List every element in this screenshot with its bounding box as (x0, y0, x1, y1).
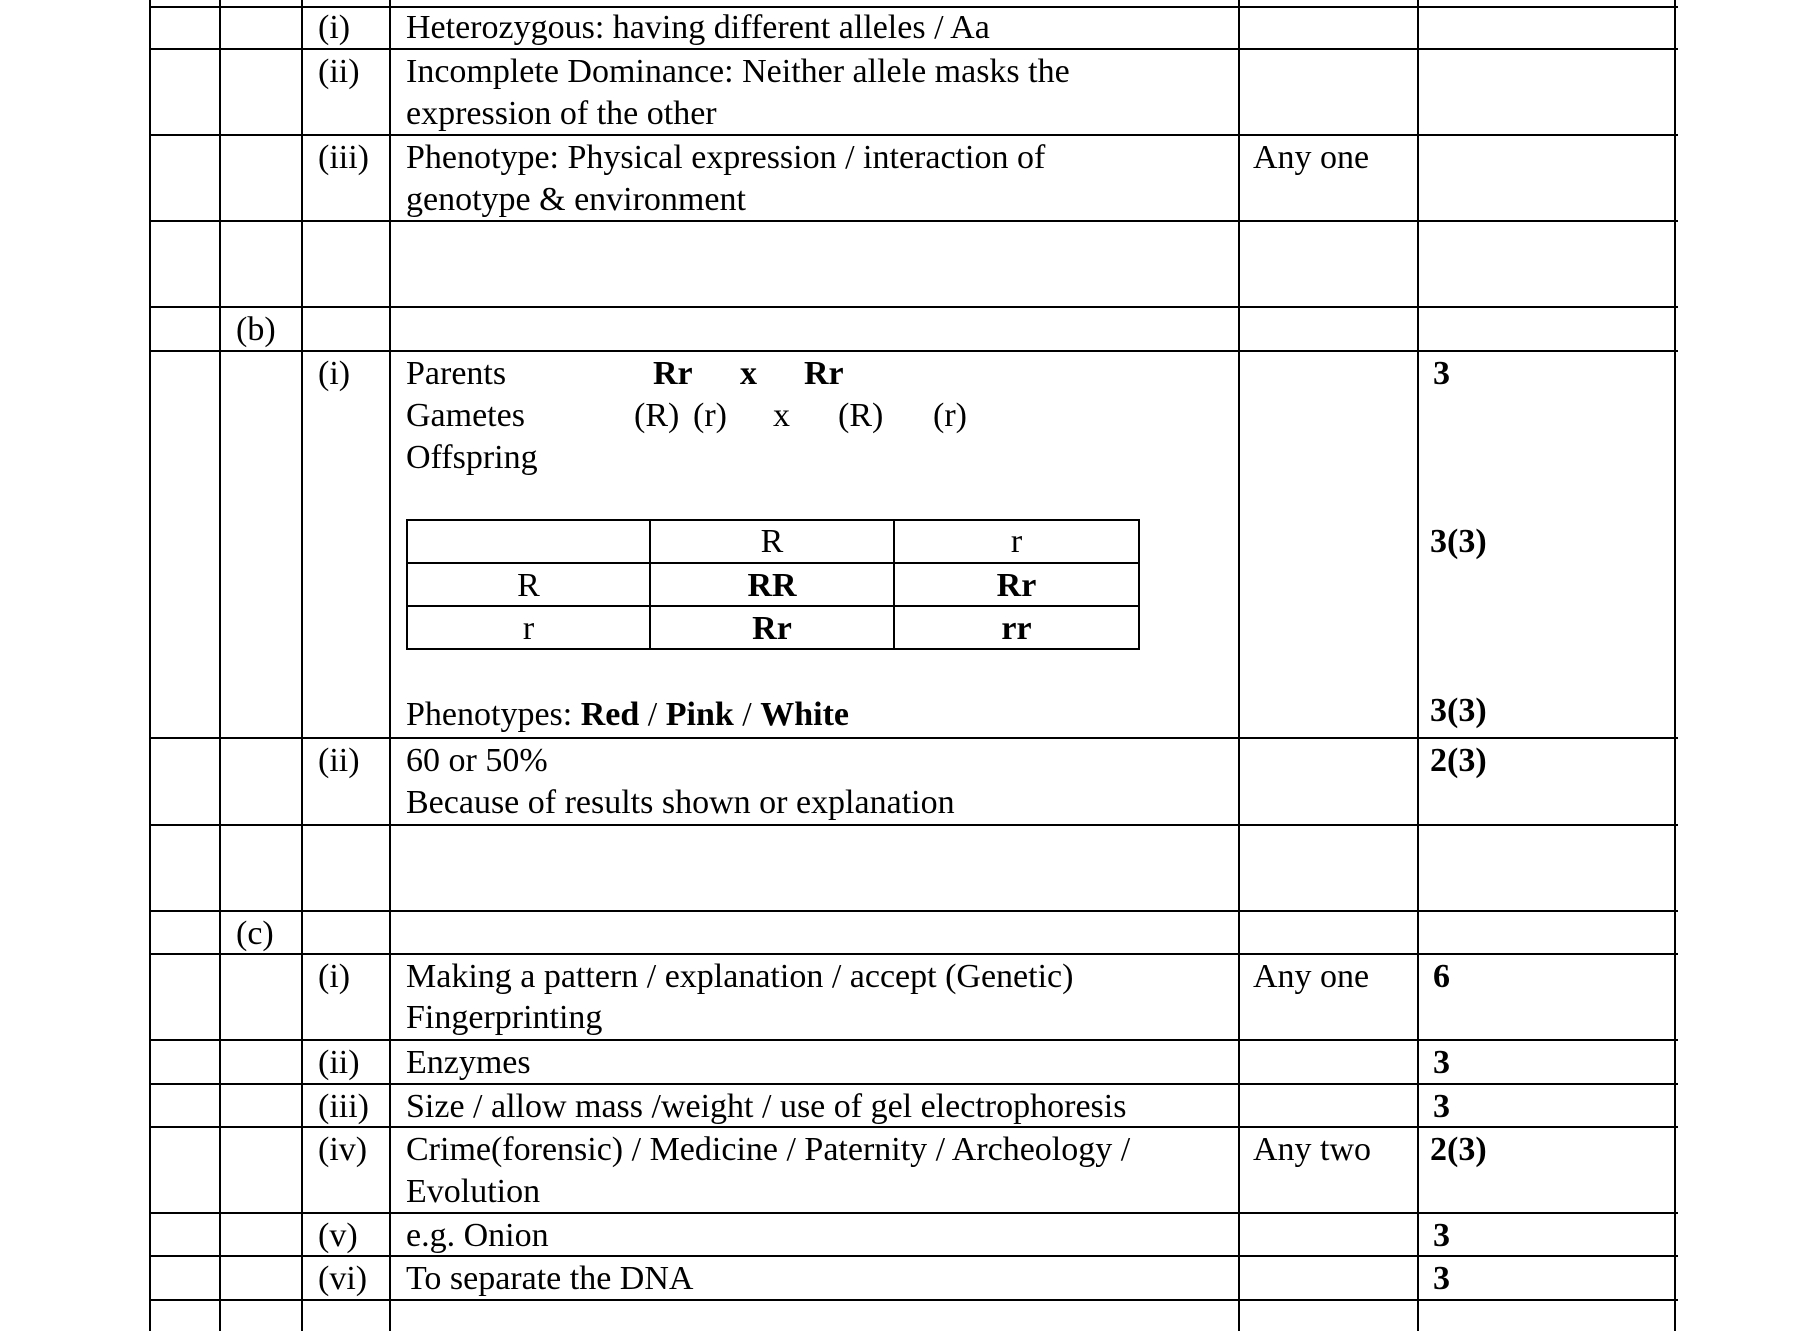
marks-value: 2(3) (1430, 742, 1487, 779)
parent-genotype: Rr (653, 355, 693, 392)
note-text: Any one (1253, 958, 1370, 995)
row-border (150, 220, 1678, 222)
item-number: (iii) (318, 139, 369, 176)
answer-text: Phenotype: Physical expression / interaction of (406, 139, 1046, 176)
row-border (150, 6, 1678, 8)
row-border (150, 350, 1678, 352)
separator: / (639, 696, 666, 733)
row-border (150, 1083, 1678, 1085)
column-border (301, 0, 303, 1331)
gamete: (R) (634, 397, 680, 434)
separator: / (733, 696, 761, 733)
row-border (150, 1255, 1678, 1257)
answer-text: expression of the other (406, 95, 717, 132)
row-border (150, 306, 1678, 308)
parent-genotype: Rr (804, 355, 844, 392)
row-border (150, 910, 1678, 912)
answer-text: Incomplete Dominance: Neither allele masks the (406, 53, 1070, 90)
item-number: (i) (318, 9, 351, 46)
column-border (219, 0, 221, 1331)
marks-value: 3 (1433, 355, 1450, 392)
column-border (1417, 0, 1419, 1331)
punnett-header: R (760, 523, 784, 560)
item-number: (vi) (318, 1260, 368, 1297)
section-label: (c) (236, 915, 274, 952)
punnett-row-label: r (522, 610, 535, 647)
phenotype-red: Red (580, 696, 640, 733)
answer-text: Size / allow mass /weight / use of gel electrophoresis (406, 1088, 1127, 1125)
parents-label: Parents (406, 355, 507, 392)
column-border (389, 0, 391, 1331)
item-number: (i) (318, 958, 351, 995)
gametes-label: Gametes (406, 397, 525, 434)
item-number: (iii) (318, 1088, 369, 1125)
column-border (1238, 0, 1240, 1331)
phenotypes-label: Phenotypes: (406, 696, 581, 733)
phenotype-pink: Pink (665, 696, 734, 733)
item-number: (ii) (318, 1044, 360, 1081)
answer-text: Crime(forensic) / Medicine / Paternity / Archeology / (406, 1131, 1131, 1168)
section-label: (b) (236, 311, 276, 348)
punnett-row-label: R (517, 567, 540, 604)
gamete: (R) (838, 397, 884, 434)
marks-value: 2(3) (1430, 1131, 1487, 1168)
marks-value: 3 (1433, 1044, 1450, 1081)
answer-text: e.g. Onion (406, 1217, 549, 1254)
punnett-cell: rr (1001, 610, 1032, 647)
column-border (149, 0, 151, 1331)
row-border (150, 1212, 1678, 1214)
punnett-cell: Rr (752, 610, 792, 647)
item-number: (v) (318, 1217, 358, 1254)
answer-text: 60 or 50% (406, 742, 548, 779)
punnett-cell: Rr (996, 567, 1037, 604)
row-border (150, 824, 1678, 826)
phenotype-white: White (760, 696, 850, 733)
marks-value: 3(3) (1430, 523, 1487, 560)
note-text: Any two (1253, 1131, 1372, 1168)
marks-value: 3 (1433, 1088, 1450, 1125)
row-border (150, 1126, 1678, 1128)
answer-text: Evolution (406, 1173, 541, 1210)
punnett-square (406, 519, 1138, 650)
cross-symbol: x (773, 397, 790, 434)
marks-value: 3 (1433, 1260, 1450, 1297)
punnett-cell: RR (747, 567, 797, 604)
marks-value: 6 (1433, 958, 1450, 995)
row-border (150, 48, 1678, 50)
phenotypes-line (406, 698, 849, 732)
row-border (150, 134, 1678, 136)
item-number: (i) (318, 355, 351, 392)
note-text: Any one (1253, 139, 1370, 176)
row-border (150, 1039, 1678, 1041)
punnett-header: r (1010, 523, 1023, 560)
gamete: (r) (933, 397, 967, 434)
column-border (1674, 0, 1676, 1331)
item-number: (ii) (318, 53, 360, 90)
offspring-label: Offspring (406, 439, 538, 476)
answer-text: Enzymes (406, 1044, 531, 1081)
marks-value: 3 (1433, 1217, 1450, 1254)
marks-value: 3(3) (1430, 692, 1487, 729)
row-border (150, 953, 1678, 955)
answer-text: Heterozygous: having different alleles / Aa (406, 9, 990, 46)
cross-symbol: x (740, 355, 757, 392)
row-border (150, 737, 1678, 739)
answer-text: genotype & environment (406, 181, 746, 218)
answer-text: Making a pattern / explanation / accept (Genetic) (406, 958, 1074, 995)
answer-text: Because of results shown or explanation (406, 784, 955, 821)
item-number: (ii) (318, 742, 360, 779)
item-number: (iv) (318, 1131, 368, 1168)
row-border (150, 1299, 1678, 1301)
answer-text: Fingerprinting (406, 999, 603, 1036)
gamete: (r) (693, 397, 727, 434)
answer-text: To separate the DNA (406, 1260, 694, 1297)
